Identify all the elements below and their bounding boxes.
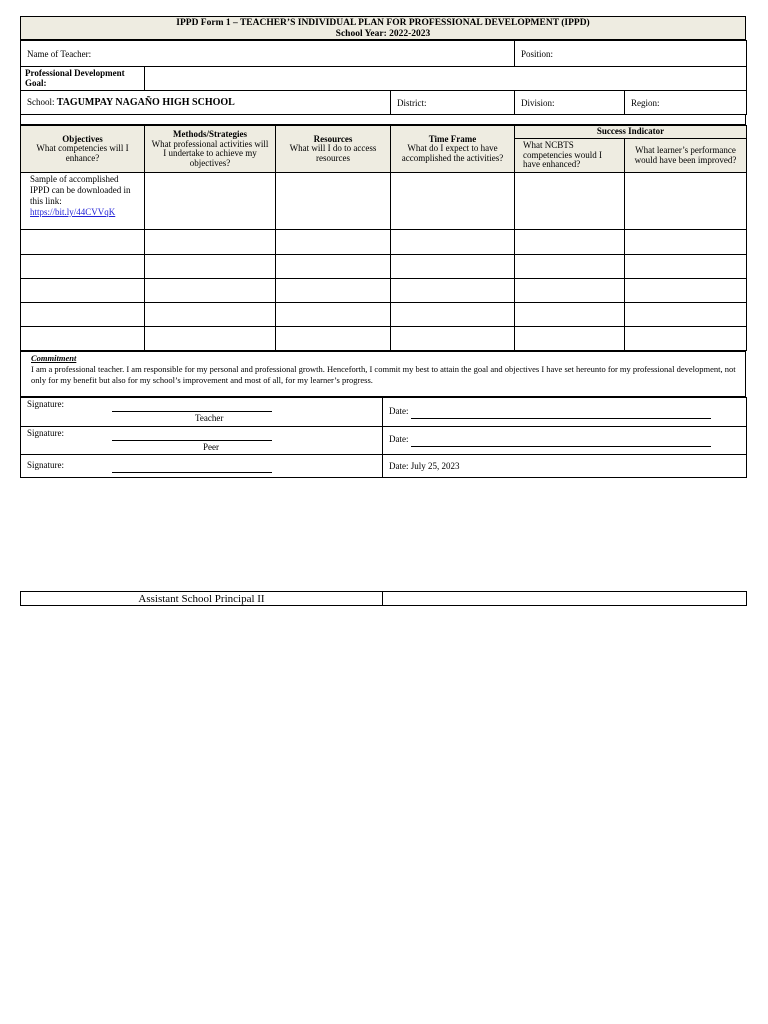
methods-subheading: What professional activities will I undertake to achieve my objectives? xyxy=(151,138,269,168)
table-row xyxy=(21,303,747,327)
table-cell[interactable] xyxy=(145,255,276,279)
principal-signature-field[interactable] xyxy=(21,455,383,478)
name-of-teacher-field[interactable] xyxy=(21,41,515,67)
peer-label: Peer xyxy=(203,441,219,452)
table-cell[interactable] xyxy=(276,255,391,279)
table-cell[interactable] xyxy=(391,279,515,303)
table-cell[interactable] xyxy=(21,230,145,255)
table-cell[interactable] xyxy=(21,303,145,327)
school-label: School: xyxy=(27,97,55,107)
school-info-table xyxy=(20,90,747,115)
table-row xyxy=(21,327,747,351)
table-cell[interactable] xyxy=(145,279,276,303)
school-field[interactable] xyxy=(21,91,391,115)
table-cell[interactable] xyxy=(145,303,276,327)
objectives-heading: Objectives xyxy=(62,133,103,144)
table-cell[interactable] xyxy=(145,173,276,230)
table-cell[interactable] xyxy=(515,230,625,255)
district-label: District: xyxy=(397,97,427,108)
table-cell[interactable] xyxy=(625,173,747,230)
principal-extra-field[interactable] xyxy=(383,592,747,606)
plan-table xyxy=(20,125,747,351)
region-field[interactable] xyxy=(625,91,747,115)
table-row xyxy=(21,255,747,279)
table-cell[interactable] xyxy=(515,173,625,230)
teacher-signature-line xyxy=(112,399,272,412)
table-cell[interactable] xyxy=(625,255,747,279)
methods-heading: Methods/Strategies xyxy=(173,129,247,139)
table-cell[interactable] xyxy=(515,303,625,327)
principal-signature-line xyxy=(112,460,272,473)
table-cell[interactable] xyxy=(276,173,391,230)
goal-label: Professional Development Goal: xyxy=(21,67,145,91)
success-indicator-heading: Success Indicator xyxy=(515,126,747,139)
table-cell[interactable] xyxy=(391,173,515,230)
commitment-text: I am a professional teacher. I am responsible for my personal and professional growth. Henceforth, I commit my best to attain the goal and objectives I have set hereunto for my professional development, not only for my benefit but also for my school’s improvement and most of all, for my learner’s progress. xyxy=(31,364,736,385)
col-resources xyxy=(276,126,391,173)
signature-label: Signature: xyxy=(27,459,64,470)
table-cell[interactable] xyxy=(276,303,391,327)
table-cell[interactable] xyxy=(391,327,515,351)
form-title: IPPD Form 1 – TEACHER’S INDIVIDUAL PLAN FOR PROFESSIONAL DEVELOPMENT (IPPD) xyxy=(176,18,590,28)
resources-subheading: What will I do to access resources xyxy=(289,143,377,163)
teacher-signature-field[interactable] xyxy=(21,398,383,427)
table-cell[interactable] xyxy=(625,230,747,255)
table-cell[interactable] xyxy=(21,255,145,279)
table-row xyxy=(21,279,747,303)
table-cell[interactable] xyxy=(625,279,747,303)
timeframe-heading: Time Frame xyxy=(428,133,477,144)
form-header xyxy=(20,16,746,40)
table-cell[interactable] xyxy=(276,327,391,351)
commitment-section xyxy=(20,351,746,397)
col-objectives xyxy=(21,126,145,173)
table-cell[interactable] xyxy=(515,327,625,351)
table-cell[interactable] xyxy=(145,230,276,255)
commitment-title: Commitment xyxy=(31,353,77,363)
peer-signature-field[interactable] xyxy=(21,427,383,455)
goal-field[interactable] xyxy=(145,67,747,91)
table-cell[interactable] xyxy=(21,327,145,351)
signature-table xyxy=(20,397,747,478)
table-cell[interactable] xyxy=(276,279,391,303)
col-methods xyxy=(145,126,276,173)
teacher-date-line xyxy=(411,406,711,419)
date-value: July 25, 2023 xyxy=(410,461,460,471)
sample-cell xyxy=(21,173,145,230)
table-cell[interactable] xyxy=(391,255,515,279)
table-row xyxy=(21,230,747,255)
position-label: Position: xyxy=(521,48,554,59)
name-label: Name of Teacher: xyxy=(27,48,92,59)
table-row xyxy=(21,173,747,230)
school-name: TAGUMPAY NAGAÑO HIGH SCHOOL xyxy=(56,97,235,108)
table-cell[interactable] xyxy=(21,279,145,303)
date-label: Date: xyxy=(389,461,409,471)
division-label: Division: xyxy=(521,97,555,108)
signature-label: Signature: xyxy=(27,427,64,438)
table-cell[interactable] xyxy=(515,255,625,279)
school-year: School Year: 2022-2023 xyxy=(335,29,431,39)
sample-text: Sample of accomplished IPPD can be downloaded in this link: xyxy=(30,174,131,206)
principal-date-field[interactable] xyxy=(383,455,747,478)
principal-table xyxy=(20,591,747,606)
sample-download-link[interactable]: https://bit.ly/44CVVqK xyxy=(30,207,116,217)
teacher-info-table xyxy=(20,40,747,67)
principal-label: Assistant School Principal II xyxy=(21,592,383,606)
objectives-subheading: What competencies will I enhance? xyxy=(36,143,129,163)
table-cell[interactable] xyxy=(391,303,515,327)
spacer-row xyxy=(20,114,746,125)
learner-subheading: What learner’s performance would have been improved? xyxy=(625,139,747,173)
table-cell[interactable] xyxy=(625,303,747,327)
table-cell[interactable] xyxy=(391,230,515,255)
position-field[interactable] xyxy=(515,41,747,67)
signature-label: Signature: xyxy=(27,399,64,409)
district-field[interactable] xyxy=(391,91,515,115)
peer-signature-line xyxy=(112,428,272,441)
peer-date-field[interactable] xyxy=(383,427,747,455)
ncbts-subheading: What NCBTS competencies would I have enhanced? xyxy=(515,139,625,173)
goal-table xyxy=(20,66,747,91)
table-cell[interactable] xyxy=(515,279,625,303)
region-label: Region: xyxy=(631,97,660,108)
teacher-date-field[interactable] xyxy=(383,398,747,427)
resources-heading: Resources xyxy=(313,133,353,144)
peer-date-line xyxy=(411,434,711,447)
table-cell[interactable] xyxy=(276,230,391,255)
teacher-label: Teacher xyxy=(195,413,224,423)
date-label: Date: xyxy=(389,434,409,444)
timeframe-subheading: What do I expect to have accomplished the activities? xyxy=(401,143,504,163)
date-label: Date: xyxy=(389,405,409,416)
table-cell[interactable] xyxy=(145,327,276,351)
col-timeframe xyxy=(391,126,515,173)
division-field[interactable] xyxy=(515,91,625,115)
table-cell[interactable] xyxy=(625,327,747,351)
